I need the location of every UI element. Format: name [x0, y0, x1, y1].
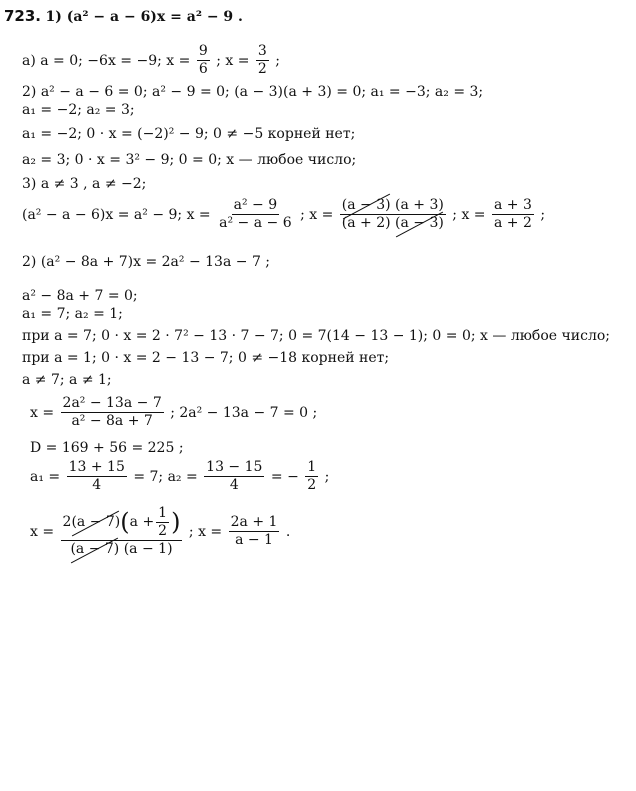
roots-line: a₁ = $\frac{13 + 15}{4}$ = 7; a₂ = $\frac{13 - 15}{4}$ = − $\frac{1}{2}$ ;: [30, 459, 330, 493]
part2-line3: при a = 7; 0 · x = 2 · 7² − 13 · 7 − 7; 0 = 7(14 − 13 − 1); 0 = 0; x — любое число;: [22, 328, 610, 344]
part2-title: 2) (a² − 8a + 7)x = 2a² − 13a − 7 ;: [22, 254, 271, 270]
cancelled-factor: (a − 3): [341, 197, 391, 213]
part2-line4: при a = 1; 0 · x = 2 − 13 − 7; 0 ≠ −18 корней нет;: [22, 350, 390, 366]
part2-line2: a₁ = 7; a₂ = 1;: [22, 306, 123, 322]
case-a-line: а) a = 0; −6x = −9; x = $\frac{9}{6}$ ; x = $\frac{3}{2}$ ;: [22, 43, 280, 77]
cancelled-factor: (a − 7): [71, 514, 121, 530]
cancelled-factor: (a − 3): [395, 215, 444, 231]
discriminant-line: D = 169 + 56 = 225 ;: [30, 440, 184, 456]
x-formula-line: x = $\frac{\text{2a² − 13a − 7}}{\text{a² − 8a + 7}}$ ; 2a² − 13a − 7 = 0 ;: [30, 395, 318, 429]
case3-line2: (a² − a − 6)x = a² − 9; x = $\frac{\text{a² − 9}}{\text{a² − a − 6}}$ ; x = $\frac{(a - 3) (a + 3)}{(a + 2) (a - 3)}$ ; x = $\frac{a + 3}{a + 2}$ ;: [22, 197, 546, 231]
fraction: $\frac{\text{2a² − 13a − 7}}{\text{a² − 8a + 7}}$: [62, 395, 162, 429]
case3-line1: 3) a ≠ 3 , a ≠ −2;: [22, 176, 147, 192]
fraction-cancelled: 2 (a − 7) ( a + $\frac{1}{2}$ ) (a − 7) (a − 1): [62, 505, 181, 557]
fraction: $\frac{1}{2}$: [158, 505, 168, 539]
fraction-cancelled: $\frac{(a - 3) (a + 3)}{(a + 2) (a - 3)}$: [341, 197, 444, 231]
case2-line2: a₁ = −2; a₂ = 3;: [22, 102, 135, 118]
problem-number: 723.: [4, 7, 42, 25]
case2-line3: a₁ = −2; 0 · x = (−2)² − 9; 0 ≠ −5 корней нет;: [22, 126, 356, 142]
part2-line5: a ≠ 7; a ≠ 1;: [22, 372, 112, 388]
fraction: $\frac{1}{2}$: [307, 459, 317, 493]
cancelled-factor: (a − 7): [70, 541, 120, 557]
fraction: $\frac{13 + 15}{4}$: [68, 459, 125, 493]
fraction: $\frac{13 - 15}{4}$: [206, 459, 263, 493]
problem-title: 1) (a² − a − 6)x = a² − 9 .: [45, 9, 243, 25]
problem-header: [4, 8, 243, 25]
case2-line1: 2) a² − a − 6 = 0; a² − 9 = 0; (a − 3)(a + 3) = 0; a₁ = −3; a₂ = 3;: [22, 84, 484, 100]
fraction: $\frac{3}{2}$: [257, 43, 267, 77]
case2-line4: a₂ = 3; 0 · x = 3² − 9; 0 = 0; x — любое число;: [22, 152, 357, 168]
final-formula-line: x = 2 (a − 7) ( a + $\frac{1}{2}$ ) (a − 7) (a − 1) ; x = $\frac{2a + 1}{a - 1}$ .: [30, 505, 291, 557]
fraction: $\frac{9}{6}$: [198, 43, 208, 77]
fraction: $\frac{a + 3}{a + 2}$: [494, 197, 532, 231]
part2-line1: a² − 8a + 7 = 0;: [22, 288, 138, 304]
fraction: $\frac{2a + 1}{a - 1}$: [230, 514, 278, 548]
fraction: $\frac{\text{a² − 9}}{\text{a² − a − 6}}$: [219, 197, 292, 231]
